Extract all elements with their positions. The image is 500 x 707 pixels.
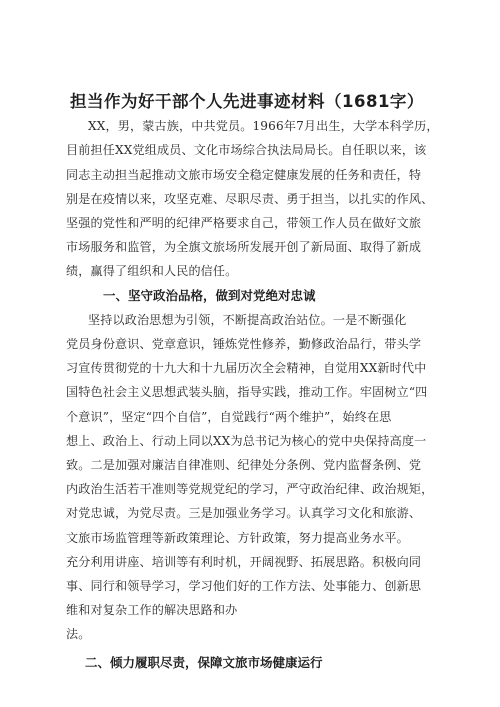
intro-line: 别是在疫情以来，攻坚克难、尽职尽责、勇于担当，以扎实的作风、 [66, 191, 434, 206]
body-line: 文旅市场监管理等新政策理论、方针政策，努力提高业务水平。 [66, 530, 409, 545]
body-line: 内政治生活若干准则等党规党纪的学习，严守政治纪律、政治规矩， [66, 482, 434, 497]
body-line: 个意识”，坚定“四个自信”，自觉践行“两个维护”，始终在思 [66, 409, 392, 424]
document-title: 担当作为好干部个人先进事迹材料（1681字） [70, 92, 424, 111]
intro-line: 绩，赢得了组织和人民的信任。 [66, 264, 238, 279]
intro-line: 坚强的党性和严明的纪律严格要求自己，带领工作人员在做好文旅 [66, 216, 422, 230]
body-line: 坚持以政治思想为引领，不断提高政治站位。一是不断强化 [88, 312, 407, 327]
section-heading: 二、倾力履职尽责，保障文旅市场健康运行 [85, 654, 323, 670]
body-line: 想上、政治上、行动上同以XX为总书记为核心的党中央保持高度一 [66, 433, 427, 448]
intro-line: 同志主动担当起推动文旅市场安全稳定健康发展的任务和责任，特 [66, 167, 422, 182]
intro-line: 市场服务和监管，为全旗文旅场所发展开创了新局面、取得了新成 [66, 240, 422, 255]
body-line: 法。 [66, 627, 91, 642]
body-line: 党员身份意识、党章意识，锤炼党性修养，勤修政治品行，带头学 [66, 337, 422, 351]
body-line: 致。二是加强对廉洁自律准则、纪律处分条例、党内监督条例、党 [66, 458, 422, 472]
body-line: 对党忠诚，为党尽责。三是加强业务学习。认真学习文化和旅游、 [66, 506, 422, 521]
section-heading: 一、坚守政治品格，做到对党绝对忠诚 [103, 287, 316, 303]
intro-line: 目前担任XX党组成员、文化市场综合执法局局长。自任职以来，该 [66, 143, 427, 158]
body-line: 充分利用讲座、培训等有利时机，开阔视野、拓展思路。积极向同 [66, 554, 422, 569]
intro-line: XX，男，蒙古族，中共党员。1966年7月出生，大学本科学历， [88, 119, 439, 134]
body-line: 事、同行和领导学习，学习他们好的工作方法、处事能力、创新思 [66, 579, 422, 593]
body-line: 习宣传贯彻党的十九大和十九届历次全会精神，自觉用XX新时代中 [66, 361, 427, 376]
body-line: 维和对复杂工作的解决思路和办 [66, 603, 238, 618]
body-line: 国特色社会主义思想武装头脑，指导实践，推动工作。牢固树立“四 [66, 385, 428, 400]
